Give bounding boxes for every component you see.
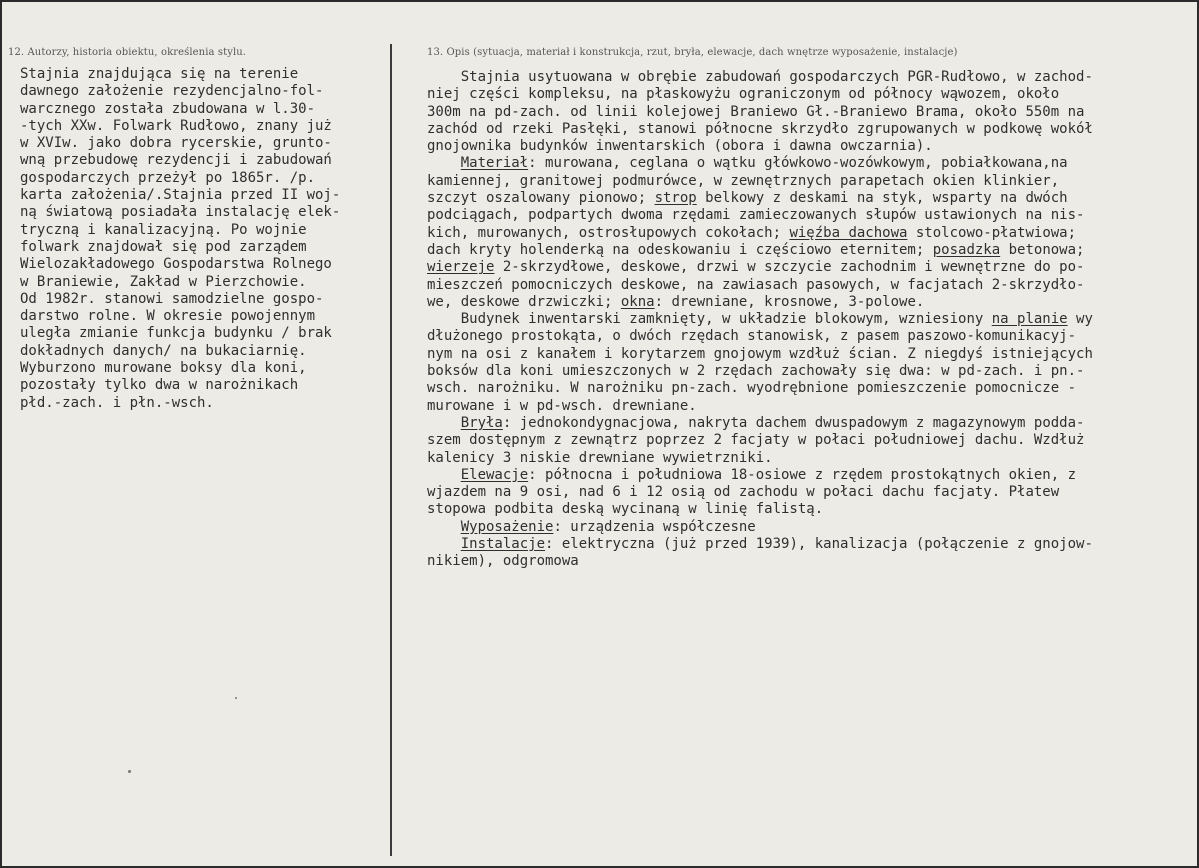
text-line: płd.-zach. i płn.-wsch.	[20, 394, 214, 411]
text-line: mieszczeń pomocniczych deskowe, na zawiasach pasowych, w facjatach 2-skrzydło-	[427, 276, 1085, 293]
underlined-term: Wyposażenie	[460, 518, 554, 535]
text-line: zachód od rzeki Pasłęki, stanowi północne skrzydło zgrupowanych w podkowę wokół	[427, 120, 1093, 137]
underlined-term: posadzka	[932, 241, 1001, 258]
text-line: dłużonego prostokąta, o dwóch rzędach stanowisk, z pasem paszowo-komunikacyj-	[427, 328, 1077, 345]
text-line: boksów dla koni umieszczonych w 2 rzędach zachowały się dwa: w pd-zach. i pn.-	[427, 363, 1085, 380]
text-line: podciągach, podpartych dwoma rzędami zamieczowanych słupów ustawionych na nis-	[427, 207, 1085, 224]
text-line: Bryła: jednokondygnacjowa, nakryta dachem dwuspadowym z magazynowym podda-	[460, 414, 1085, 431]
paper-speck	[128, 770, 131, 773]
underlined-term: okna	[620, 293, 655, 310]
text-line: gnojownika budynków inwentarskich (obora i dawna owczarnia).	[427, 138, 933, 155]
text-line: nym na osi z kanałem i korytarzem gnojowym wzdłuż ścian. Z niegdyś istniejących	[427, 345, 1093, 362]
text-line: dach kryty holenderką na odeskowaniu i częściowo eternitem; posadzka betonowa;	[427, 241, 1085, 258]
underlined-term: więźba dachowa	[789, 224, 908, 241]
text-line: wsch. narożniku. W narożniku pn-zach. wyodrębnione pomieszczenie pomocnicze -	[427, 380, 1077, 397]
text-line: stopowa podbita deską wycinaną w linię falistą.	[427, 501, 824, 518]
text-line: w Braniewie, Zakład w Pierzchowie.	[20, 273, 307, 290]
text-line: wjazdem na 9 osi, nad 6 i 12 osią od zachodu w połaci dachu facjaty. Płatew	[427, 484, 1060, 501]
text-line: Wielozakładowego Gospodarstwa Rolnego	[20, 256, 332, 273]
history-text	[20, 66, 340, 412]
text-line: Wyposażenie: urządzenia współczesne	[460, 518, 756, 535]
description-text	[427, 69, 1093, 571]
text-line: Instalacje: elektryczna (już przed 1939), kanalizacja (połączenie z gnojow-	[460, 536, 1093, 553]
text-line: karta założenia/.Stajnia przed II woj-	[20, 187, 341, 204]
column-divider	[390, 44, 392, 856]
paper-speck	[235, 697, 237, 699]
text-line: dawnego założenie rezydencjalno-fol-	[20, 83, 324, 100]
text-line: gospodarczych przeżył po 1865r. /p.	[20, 169, 316, 186]
text-line: Budynek inwentarski zamknięty, w układzie blokowym, wzniesiony na planie wy	[427, 311, 1093, 328]
text-line: niej części kompleksu, na płaskowyżu ograniczonym od północy wąwozem, około	[427, 86, 1060, 103]
text-line: szem dostępnym z zewnątrz poprzez 2 facjaty w połaci południowej dachu. Wzdłuż	[427, 432, 1085, 449]
text-line: we, deskowe drzwiczki; okna: drewniane, krosnowe, 3-polowe.	[427, 293, 925, 310]
text-line: wną przebudowę rezydencji i zabudowań	[20, 152, 332, 169]
text-line: wierzeje 2-skrzydłowe, deskowe, drzwi w szczycie zachodnim i wewnętrzne do po-	[427, 259, 1085, 276]
underlined-term: strop	[654, 190, 697, 207]
text-line: Materiał: murowana, ceglana o wątku główkowo-wozówkowym, pobiałkowana,na	[460, 155, 1068, 172]
text-line: 300m na pd-zach. od linii kolejowej Braniewo Gł.-Braniewo Brama, około 550m na	[427, 103, 1085, 120]
text-line: Stajnia usytuowana w obrębie zabudowań gospodarczych PGR-Rudłowo, w zachod-	[427, 69, 1093, 85]
underlined-term: na planie	[991, 311, 1068, 328]
section-13-header: 13. Opis (sytuacja, materiał i konstrukcja, rzut, bryła, elewacje, dach wnętrze wyposażenie, instalacje)	[427, 47, 958, 58]
text-line: kalenicy 3 niskie drewniane wywietrzniki.	[427, 449, 773, 466]
text-line: szczyt oszalowany pionowo; strop belkowy z deskami na styk, wsparty na dwóch	[427, 190, 1068, 207]
text-line: pozostały tylko dwa w narożnikach	[20, 377, 299, 394]
text-line: darstwo rolne. W okresie powojennym	[20, 308, 316, 325]
text-line: kich, murowanych, ostrosłupowych cokołach; więźba dachowa stolcowo-płatwiowa;	[427, 224, 1077, 241]
text-line: ną światową posiadała instalację elek-	[20, 204, 341, 221]
text-line: Od 1982r. stanowi samodzielne gospo-	[20, 290, 324, 307]
section-12-header: 12. Autorzy, historia obiektu, określenia stylu.	[8, 47, 247, 58]
underlined-term: Elewacje	[460, 466, 529, 483]
underlined-term: Materiał	[460, 155, 529, 172]
underlined-term: Bryła	[460, 414, 503, 431]
text-line: tryczną i kanalizacyjną. Po wojnie	[20, 221, 307, 238]
underlined-term: Instalacje	[460, 536, 546, 553]
text-line: murowane i w pd-wsch. drewniane.	[427, 397, 697, 414]
text-line: Elewacje: północna i południowa 18-osiowe z rzędem prostokątnych okien, z	[460, 466, 1077, 483]
text-line: kamiennej, granitowej podmurówce, w zewnętrznych parapetach okien klinkier,	[427, 172, 1060, 189]
text-line: nikiem), odgromowa	[427, 553, 579, 570]
text-line: uległa zmianie funkcja budynku / brak	[20, 325, 332, 342]
text-line: w XVIw. jako dobra rycerskie, grunto-	[20, 135, 332, 152]
text-line: dokładnych danych/ na bukaciarnię.	[20, 342, 307, 359]
text-line: Stajnia znajdująca się na terenie	[20, 66, 299, 82]
text-line: folwark znajdował się pod zarządem	[20, 238, 307, 255]
text-line: warcznego została zbudowana w l.30-	[20, 100, 316, 117]
text-line: -tych XXw. Folwark Rudłowo, znany już	[20, 117, 332, 134]
text-line: Wyburzono murowane boksy dla koni,	[20, 360, 307, 377]
underlined-term: wierzeje	[427, 259, 495, 276]
